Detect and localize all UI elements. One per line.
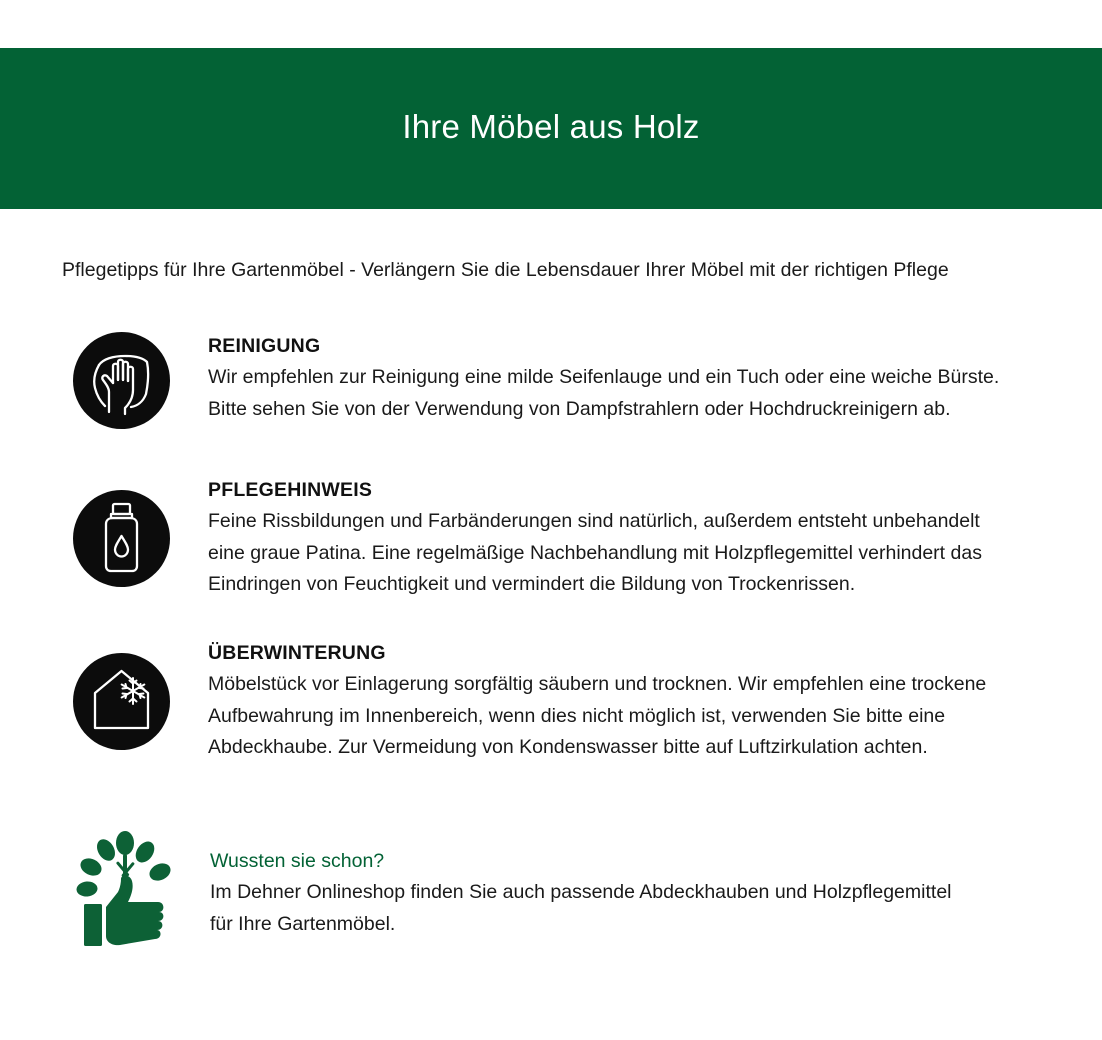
house-snowflake-icon xyxy=(73,653,170,750)
section-title: REINIGUNG xyxy=(208,335,321,357)
section-pflegehinweis-text xyxy=(208,475,1078,601)
section-title: PFLEGEHINWEIS xyxy=(208,479,373,501)
section-ueberwinterung-text xyxy=(208,638,1078,764)
page-title: Ihre Möbel aus Holz xyxy=(402,107,700,145)
section-body xyxy=(208,506,1078,601)
cleaning-cloth-hand-icon xyxy=(73,332,170,429)
tip-heading: Wussten sie schon? xyxy=(210,850,385,872)
body-line: Feine Rissbildungen und Farbänderungen sind natürlich, außerdem entsteht unbehandelt xyxy=(208,510,980,532)
body-line: Eindringen von Feuchtigkeit und vermindert die Bildung von Trockenrissen. xyxy=(208,573,856,595)
body-line: Bitte sehen Sie von der Verwendung von Dampfstrahlern oder Hochdruckreinigern ab. xyxy=(208,397,951,420)
body-line: Wir empfehlen zur Reinigung eine milde Seifenlauge und ein Tuch oder eine weiche Bürste. xyxy=(208,366,1000,388)
care-bottle-drop-icon xyxy=(73,490,170,587)
body-line: Im Dehner Onlineshop finden Sie auch passende Abdeckhauben und Holzpflegemittel xyxy=(210,881,952,903)
tip-text xyxy=(210,846,1070,940)
header-banner xyxy=(0,48,1102,209)
section-title: ÜBERWINTERUNG xyxy=(208,642,386,664)
body-line: eine graue Patina. Eine regelmäßige Nachbehandlung mit Holzpflegemittel verhindert das xyxy=(208,541,982,564)
tip-body xyxy=(210,877,1070,940)
body-line: Möbelstück vor Einlagerung sorgfältig säubern und trocknen. Wir empfehlen eine trockene xyxy=(208,673,987,695)
section-body xyxy=(208,362,1078,425)
body-line: Aufbewahrung im Innenbereich, wenn dies nicht möglich ist, verwenden Sie bitte eine xyxy=(208,704,946,727)
intro-text: Pflegetipps für Ihre Gartenmöbel - Verlängern Sie die Lebensdauer Ihrer Möbel mit der richtigen Pflege xyxy=(62,259,949,281)
thumbs-up-leaves-icon xyxy=(72,830,176,950)
body-line: Abdeckhaube. Zur Vermeidung von Kondenswasser bitte auf Luftzirkulation achten. xyxy=(208,736,928,758)
section-body xyxy=(208,669,1078,764)
body-line: für Ihre Gartenmöbel. xyxy=(210,912,396,935)
section-reinigung-text xyxy=(208,331,1078,425)
